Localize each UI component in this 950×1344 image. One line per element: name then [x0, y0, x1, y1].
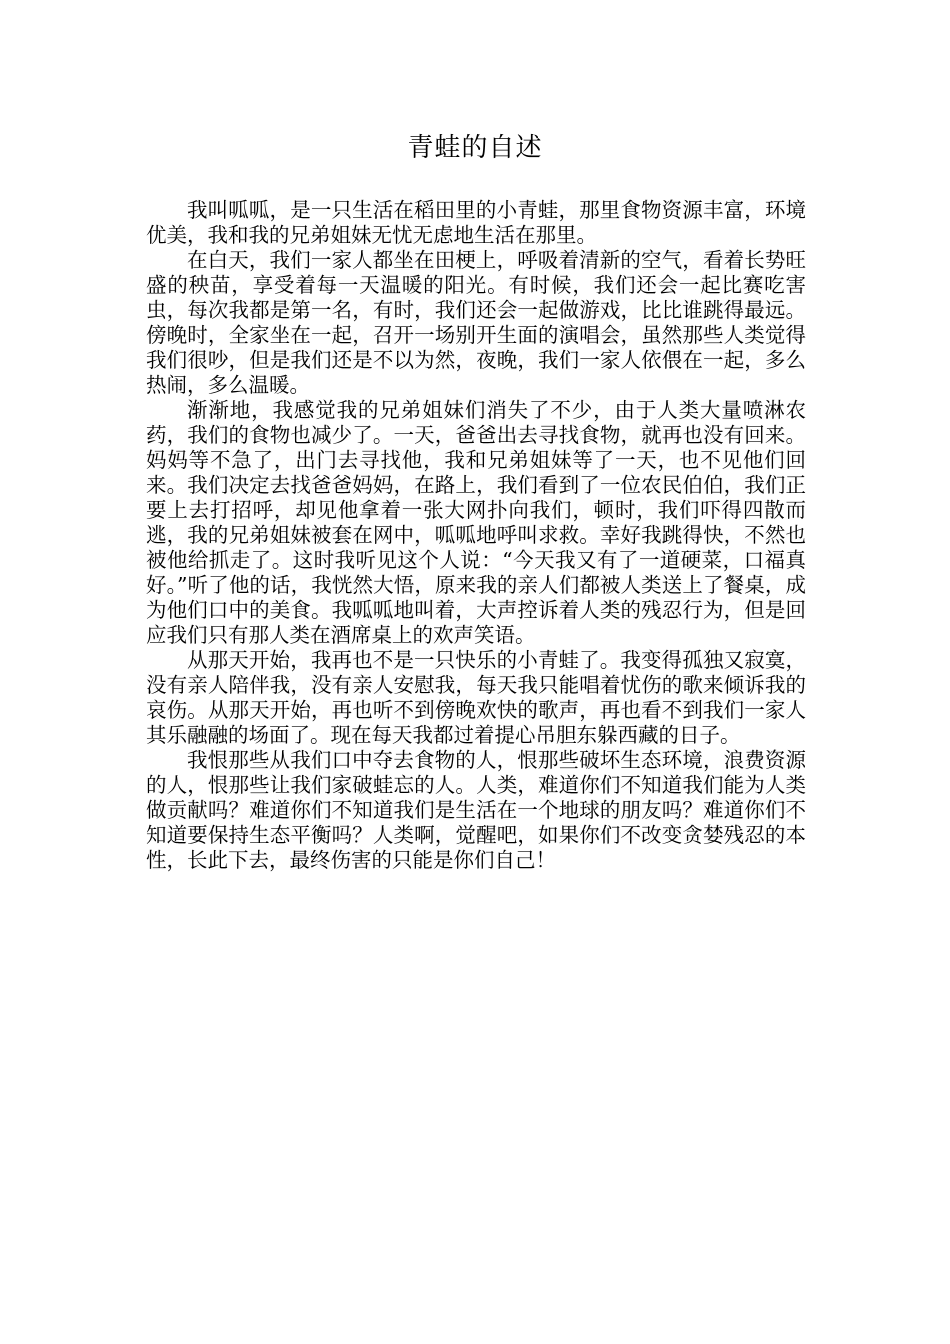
document-body: [146, 198, 806, 873]
document-title: 青蛙的自述: [407, 133, 543, 163]
paragraph-5: 我恨那些从我们口中夺去食物的人，恨那些破坏生态环境，浪费资源的人，恨那些让我们家破蛙忘的人。人类，难道你们不知道我们能为人类做贡献吗？难道你们不知道我们是生活在一个地球的朋友吗？难道你们不知道要保持生态平衡吗？人类啊，觉醒吧，如果你们不改变贪婪残忍的本性，长此下去，最终伤害的只能是你们自己！: [146, 748, 806, 872]
paragraph-4: 从那天开始，我再也不是一只快乐的小青蛙了。我变得孤独又寂寞，没有亲人陪伴我，没有亲人安慰我，每天我只能唱着忧伤的歌来倾诉我的哀伤。从那天开始，再也听不到傍晚欢快的歌声，再也看不到我们一家人其乐融融的场面了。现在每天我都过着提心吊胆东躲西藏的日子。: [146, 648, 806, 747]
paragraph-3: 渐渐地，我感觉我的兄弟姐妹们消失了不少，由于人类大量喷淋农药，我们的食物也减少了。一天，爸爸出去寻找食物，就再也没有回来。妈妈等不急了，出门去寻找他，我和兄弟姐妹等了一天，也不见他们回来。我们决定去找爸爸妈妈，在路上，我们看到了一位农民伯伯，我们正要上去打招呼，却见他拿着一张大网扑向我们，顿时，我们吓得四散而逃，我的兄弟姐妹被套在网中，呱呱地呼叫求救。幸好我跳得快，不然也被他给抓走了。这时我听见这个人说：“今天我又有了一道硬菜，口福真好。”听了他的话，我恍然大悟，原来我的亲人们都被人类送上了餐桌，成为他们口中的美食。我呱呱地叫着，大声控诉着人类的残忍行为，但是回应我们只有那人类在酒席桌上的欢声笑语。: [146, 398, 806, 647]
paragraph-1: 我叫呱呱，是一只生活在稻田里的小青蛙，那里食物资源丰富，环境优美，我和我的兄弟姐妹无忧无虑地生活在那里。: [146, 198, 806, 247]
paragraph-2: 在白天，我们一家人都坐在田梗上，呼吸着清新的空气，看着长势旺盛的秧苗，享受着每一天温暖的阳光。有时候，我们还会一起比赛吃害虫，每次我都是第一名，有时，我们还会一起做游戏，比比谁跳得最远。傍晚时，全家坐在一起，召开一场别开生面的演唱会，虽然那些人类觉得我们很吵，但是我们还是不以为然，夜晚，我们一家人依偎在一起，多么热闹，多么温暖。: [146, 248, 806, 397]
